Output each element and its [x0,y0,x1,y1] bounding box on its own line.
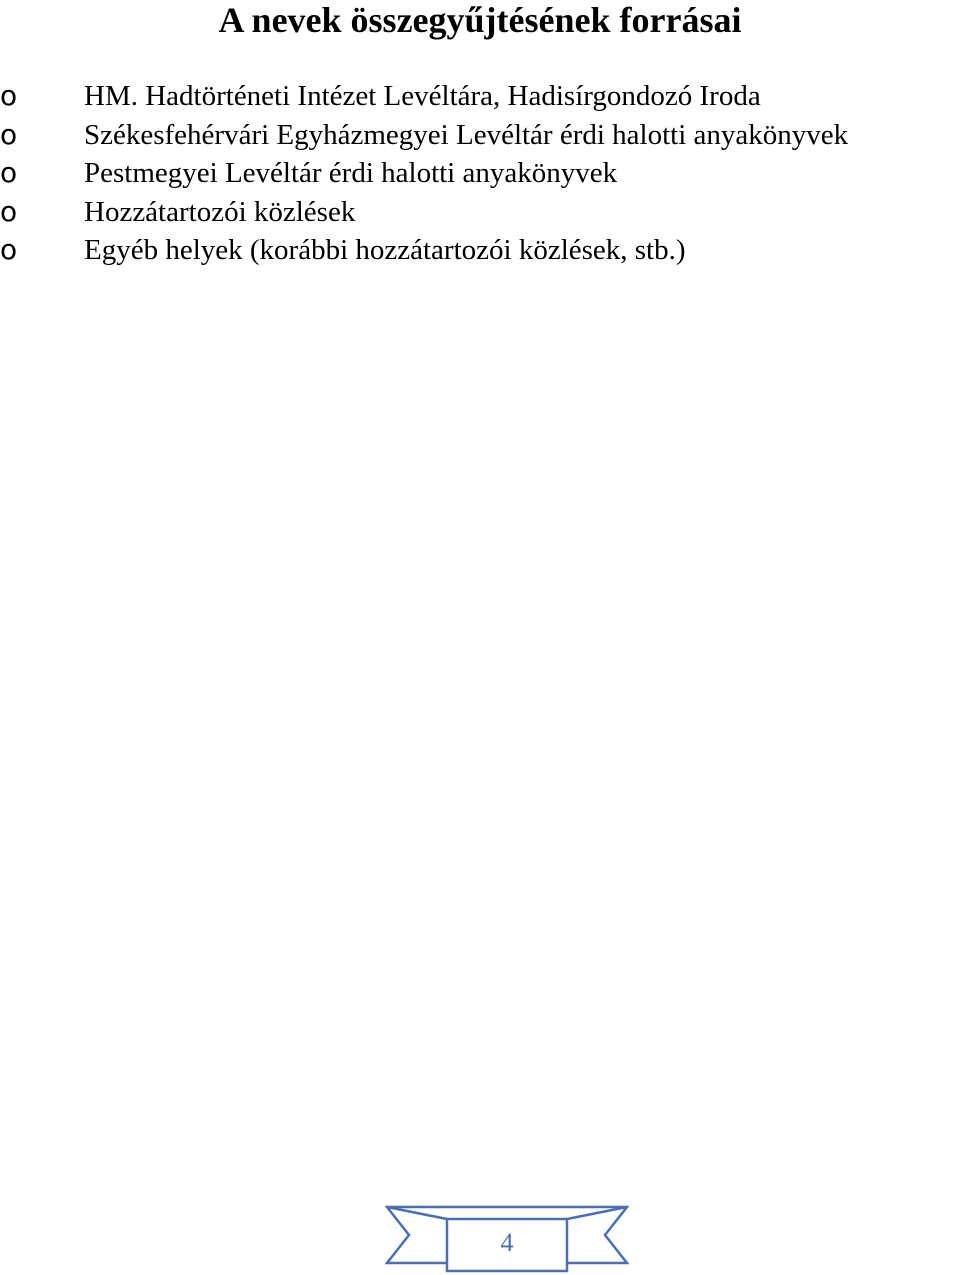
list-item-text: Hozzátartozói közlések [84,195,356,228]
source-list [0,77,960,270]
bullet-icon: o [0,194,18,228]
list-item [0,154,960,193]
bullet-icon: o [0,79,18,112]
page-number-banner [385,1205,629,1273]
list-item [0,116,960,155]
list-item [0,193,960,232]
bullet-icon: o [0,156,18,189]
bullet-icon: o [0,117,18,151]
list-item [0,231,960,270]
list-item-text: Székesfehérvári Egyházmegyei Levéltár érdi halotti anyakönyvek [84,118,849,151]
list-item-text: Pestmegyei Levéltár érdi halotti anyakönyvek [84,157,618,189]
list-item-text: Egyéb helyek (korábbi hozzátartozói közlések, stb.) [84,234,686,266]
page-title: A nevek összegyűjtésének forrásai [218,0,742,40]
list-item [0,77,960,116]
bullet-icon: o [0,233,18,266]
page-number: 4 [500,1228,514,1257]
list-item-text: HM. Hadtörténeti Intézet Levéltára, Hadisírgondozó Iroda [84,80,761,112]
